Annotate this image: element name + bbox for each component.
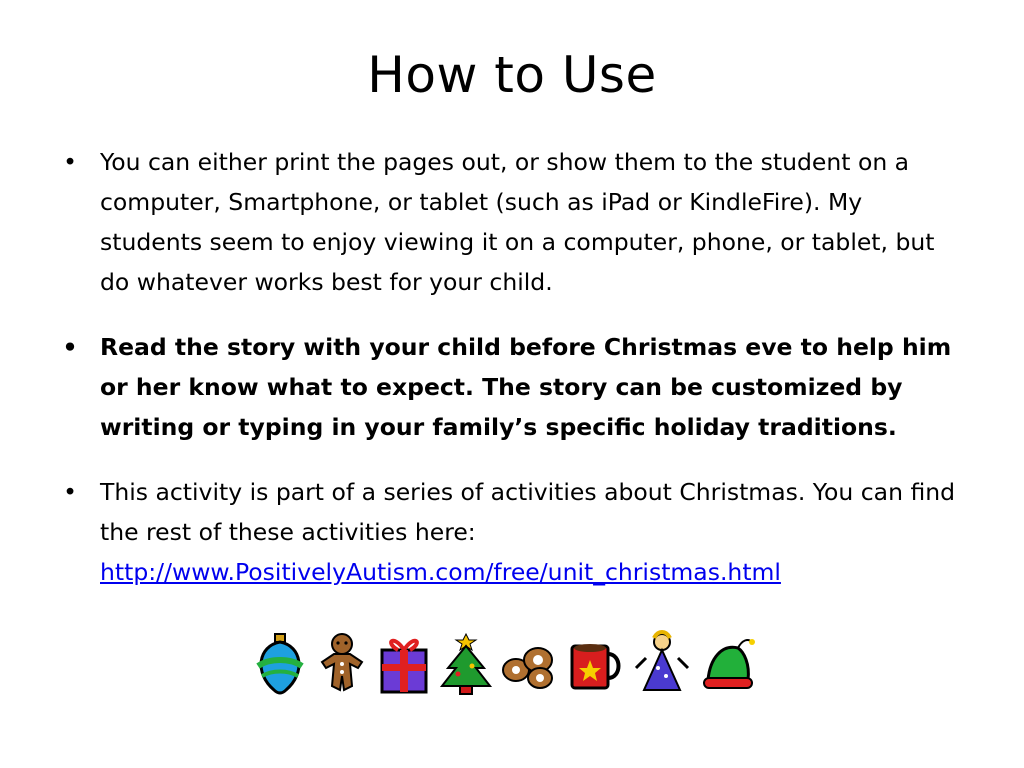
angel-doll-icon <box>632 628 692 698</box>
activities-link[interactable]: http://www.PositivelyAutism.com/free/unit_christmas.html <box>100 558 781 586</box>
bullet-text-3: This activity is part of a series of activities about Christmas. You can find the rest of these activities here: <box>100 478 956 546</box>
elf-hat-icon <box>698 628 758 698</box>
mug-icon <box>566 628 626 698</box>
christmas-tree-icon <box>436 628 496 698</box>
gift-box-icon <box>374 628 434 698</box>
clipart-row <box>250 628 760 698</box>
bullet-text-1: You can either print the pages out, or show them to the student on a computer, Smartphone, or tablet (such as iPad or KindleFire). My students seem to enjoy viewing it on a computer, phone, or tablet, but do whatever works best for your child. <box>100 148 935 296</box>
bullet-list <box>60 142 965 617</box>
cookies-icon <box>498 628 558 698</box>
bullet-text-2: Read the story with your child before Christmas eve to help him or her know what to expect. The story can be customized by writing or typing in your family’s specific holiday traditions. <box>100 333 952 441</box>
bullet-marker: • <box>63 478 77 506</box>
ornament-icon <box>250 628 310 698</box>
gingerbread-man-icon <box>312 628 372 698</box>
slide-title: How to Use <box>367 46 657 104</box>
bullet-marker: • <box>63 148 77 176</box>
bullet-marker: • <box>62 333 78 361</box>
bullet-item-3 <box>60 472 965 592</box>
bullet-item-1 <box>60 142 965 302</box>
bullet-item-2 <box>60 327 965 447</box>
